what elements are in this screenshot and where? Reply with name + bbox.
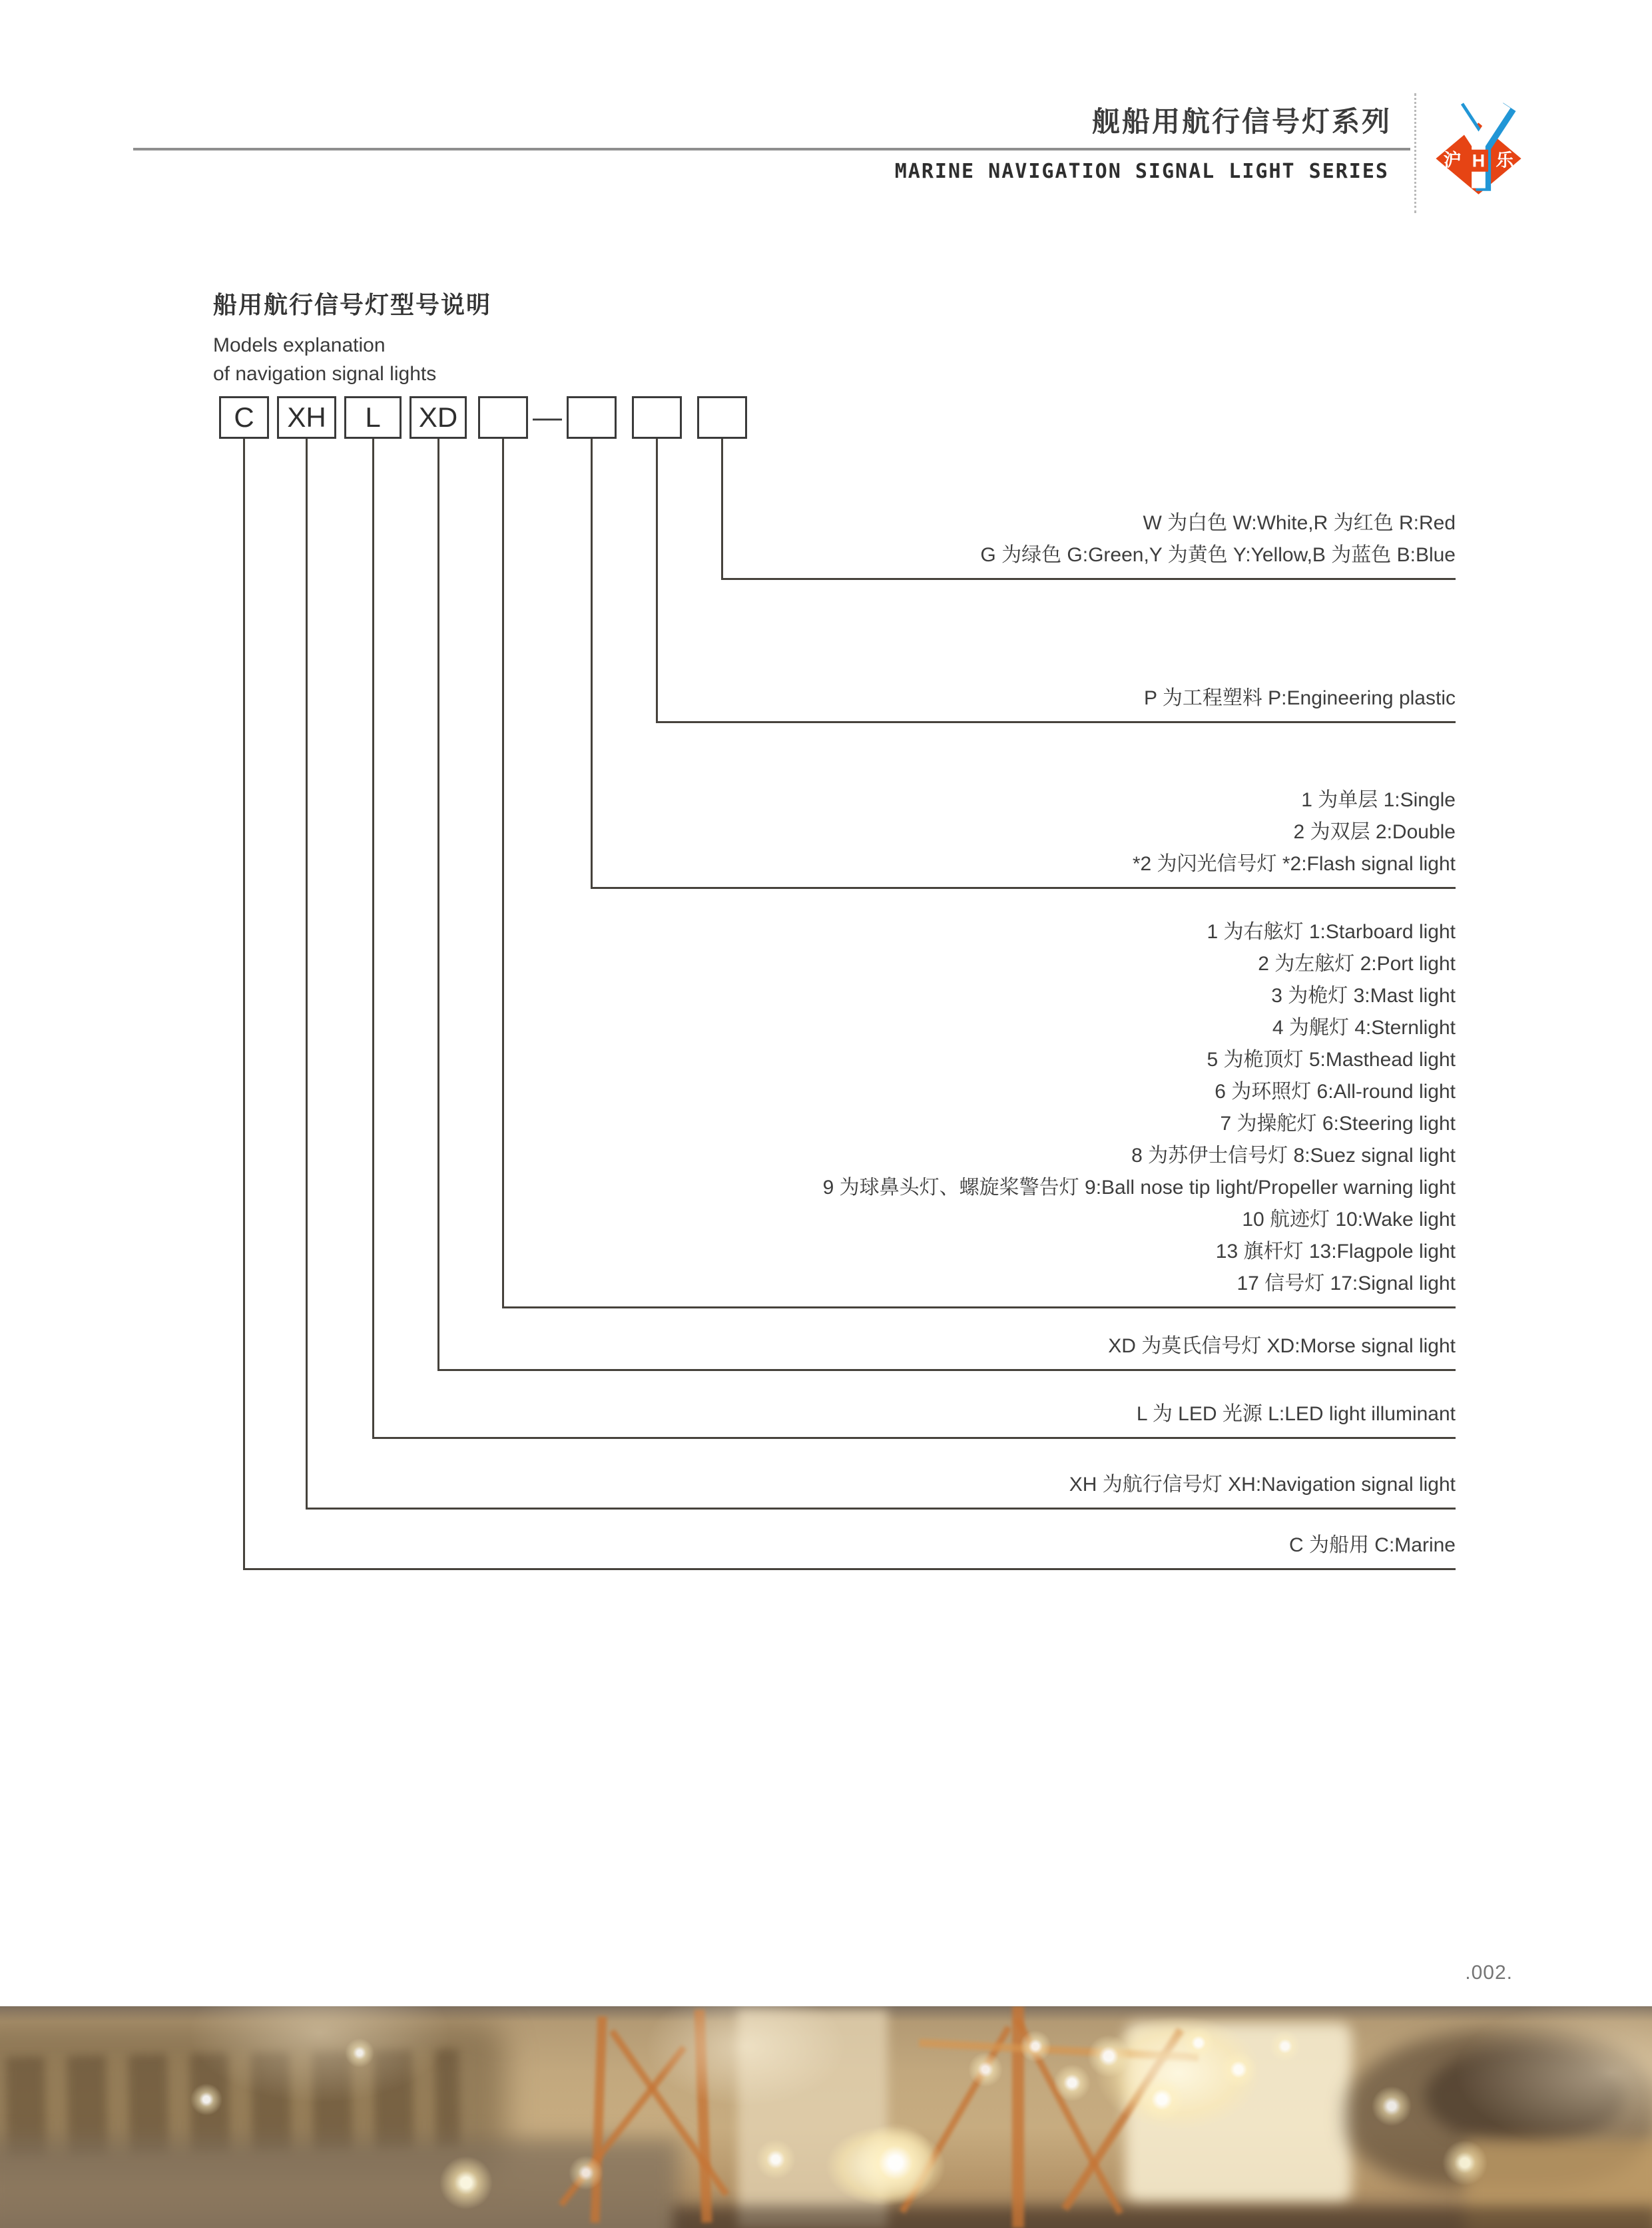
legend-row-position-6 [1133,784,1456,880]
legend-row-position-7 [1144,683,1456,714]
connector-vertical-6 [591,439,593,889]
legend-text: 6 为环照灯 6:All-round light [1215,1081,1456,1103]
legend-text: G 为绿色 G:Green,Y 为黄色 Y:Yellow,B 为蓝色 B:Blue [980,544,1456,566]
legend-text: P 为工程塑料 P:Engineering plastic [1144,687,1456,709]
legend-text: L 为 LED 光源 L:LED light illuminant [1136,1403,1456,1425]
connector-horizontal-6 [591,887,1456,889]
legend-text: 8 为苏伊士信号灯 8:Suez signal light [1131,1145,1456,1167]
connector-horizontal-7 [656,721,1456,723]
legend-text: 1 为右舷灯 1:Starboard light [1207,921,1456,943]
connector-vertical-7 [656,439,658,723]
legend-text: 17 信号灯 17:Signal light [1237,1272,1456,1294]
connector-vertical-5 [502,439,504,1308]
section-title-en-line1: Models explanation [213,334,386,356]
logo-char-mid: H [1472,150,1486,171]
connector-horizontal-1 [243,1568,1456,1570]
legend-text: 3 为桅灯 3:Mast light [1271,985,1456,1007]
connector-horizontal-8 [721,578,1456,580]
port-night-photo [0,2006,1652,2228]
legend-text: 2 为左舷灯 2:Port light [1258,953,1456,975]
connector-vertical-1 [243,439,245,1570]
section-title-en-line2: of navigation signal lights [213,363,437,385]
model-code-box-7 [632,396,682,439]
model-code-dash: — [533,401,562,433]
section-title-zh: 船用航行信号灯型号说明 [213,291,492,318]
model-code-box-4: XD [410,396,467,439]
logo-char-left: 沪 [1443,150,1462,170]
connector-horizontal-5 [502,1306,1456,1308]
legend-text: 7 为操舵灯 6:Steering light [1220,1113,1456,1135]
legend-text: C 为船用 C:Marine [1288,1534,1456,1556]
model-code-box-2: XH [277,396,336,439]
model-code-box-1: C [219,396,269,439]
legend-row-L [1137,1398,1456,1430]
legend-text: 4 为艉灯 4:Sternlight [1272,1017,1456,1039]
legend-row-XD [1108,1330,1456,1362]
legend-text: XD 为莫氏信号灯 XD:Morse signal light [1108,1335,1456,1357]
connector-horizontal-3 [372,1437,1456,1439]
legend-row-position-8 [980,507,1456,571]
connector-vertical-4 [437,439,439,1371]
model-code-box-8 [697,396,747,439]
legend-row-position-5 [823,916,1456,1300]
legend-text: 10 航迹灯 10:Wake light [1242,1209,1456,1231]
legend-text: 2 为双层 2:Double [1293,821,1456,843]
logo-char-right: 乐 [1496,150,1514,170]
legend-text: XH 为航行信号灯 XH:Navigation signal light [1069,1474,1456,1496]
legend-row-XH [1069,1469,1456,1501]
legend-text: 13 旗杆灯 13:Flagpole light [1215,1241,1456,1262]
connector-vertical-8 [721,439,723,580]
header-title-zh: 舰船用航行信号灯系列 [1091,106,1392,137]
connector-horizontal-4 [437,1369,1456,1371]
legend-text: 5 为桅顶灯 5:Masthead light [1207,1049,1456,1071]
connector-horizontal-2 [306,1508,1456,1510]
legend-text: 1 为单层 1:Single [1301,789,1456,811]
model-code-box-6 [567,396,617,439]
legend-text: 9 为球鼻头灯、螺旋桨警告灯 9:Ball nose tip light/Propeller warning light [822,1177,1456,1199]
legend-text: *2 为闪光信号灯 *2:Flash signal light [1132,853,1456,875]
connector-vertical-3 [372,439,374,1439]
connector-vertical-2 [306,439,308,1510]
legend-row-C [1289,1530,1456,1561]
model-code-box-5 [478,396,528,439]
header-title-en: MARINE NAVIGATION SIGNAL LIGHT SERIES [894,160,1389,183]
photo-lights [0,2006,1652,2228]
legend-text: W 为白色 W:White,R 为红色 R:Red [1143,512,1456,534]
page-number: .002. [1465,1962,1513,1984]
model-code-box-3: L [344,396,402,439]
